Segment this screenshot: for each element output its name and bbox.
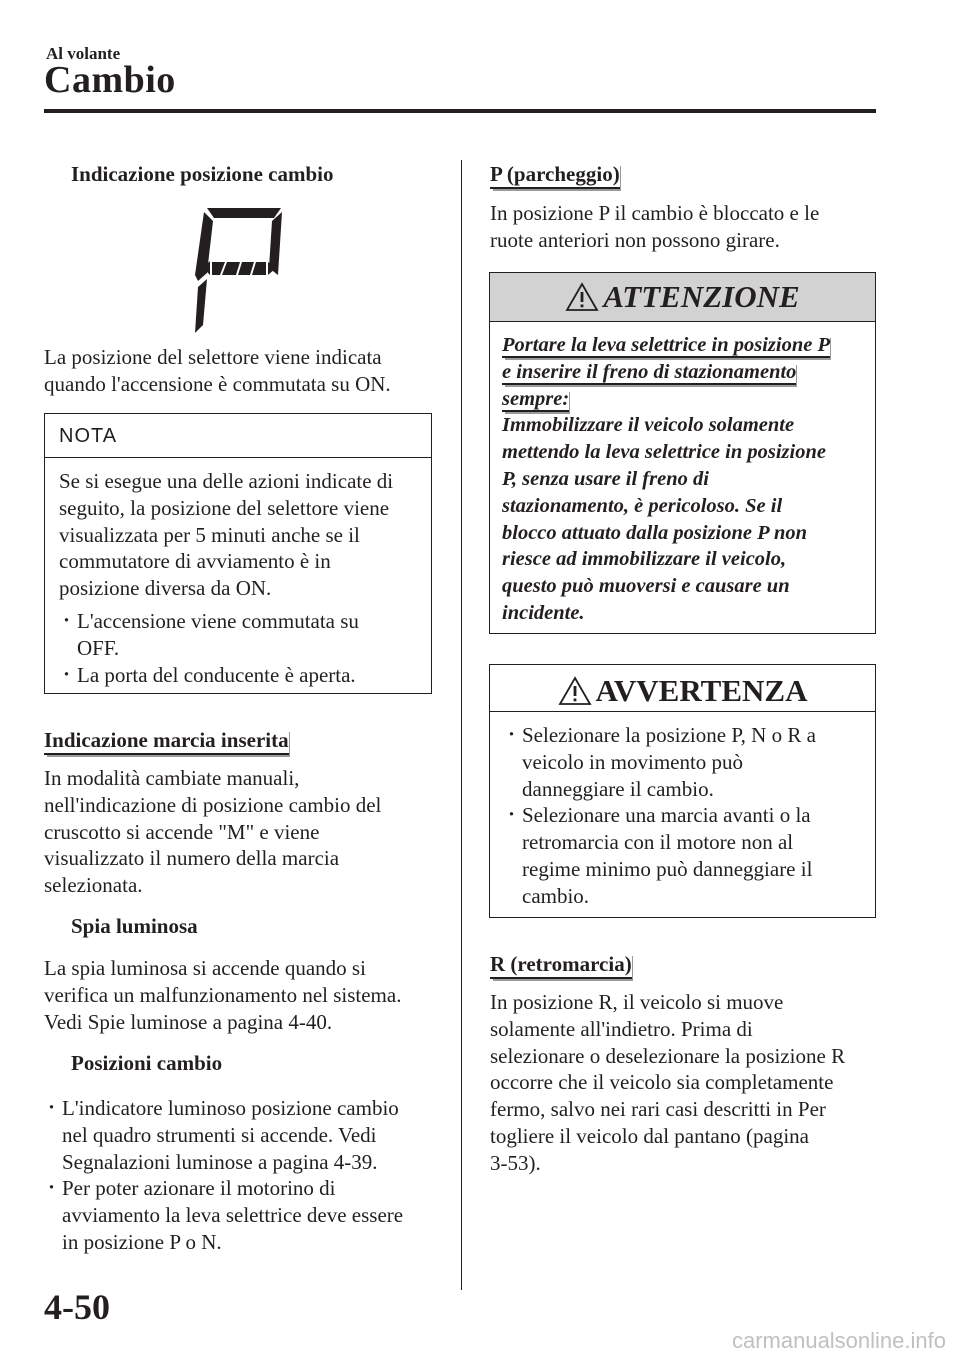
park-paragraph: In posizione P il cambio è bloccato e le ruote anteriori non possono girare. [490,201,820,252]
nota-line: Se si esegue una delle azioni indicate di [59,469,394,493]
nota-line: seguito, la posizione del selettore viene [59,495,390,520]
park-heading: P (parcheggio) [490,162,620,189]
reverse-paragraph: In posizione R, il veicolo si muove solamente all'indietro. Prima di selezionare o deselezionare la posizione R occorre che il veicolo sia completamente fermo, salvo nei rari casi descritti in Per togliere il veicolo dal pantano (pagina 3-53). [490,990,846,1175]
warning-triangle-icon [558,676,592,706]
gear-indicator-text-2: quando l'accensione è commutata su ON. [44,372,391,396]
nota-box [44,413,432,694]
nota-line: commutatore di avviamento è in [59,549,331,574]
segment-p-display-icon [190,205,286,337]
gear-indicator-heading: Indicazione posizione cambio [71,162,334,186]
gear-engaged-heading: Indicazione marcia inserita [44,728,289,755]
nota-bullet-list [59,608,417,688]
nota-title: NOTA [45,414,431,458]
attenzione-header [490,273,875,322]
attenzione-box [489,272,876,634]
avvertenza-bullet-list [504,722,861,910]
positions-bullet-list [44,1095,444,1256]
column-divider [461,160,462,1290]
attenzione-title: ATTENZIONE [603,279,800,314]
watermark: carmanualsonline.info [731,1328,946,1353]
positions-bullet: · Per poter azionare il motorino di avviamento la leva selettrice deve essere in posizione P o N. [44,1175,444,1255]
positions-bullet: · L'indicatore luminoso posizione cambio nel quadro strumenti si accende. Vedi Segnalazioni luminose a pagina 4-39. [44,1095,444,1175]
reverse-heading: R (retromarcia) [490,952,632,979]
attenzione-body: Portare la leva selettrice in posizione P e inserire il freno di stazionamento sempre: Immobilizzare il veicolo solamente mettendo la leva selettrice in posizione P, senza usare il freno di stazionamento, è pericoloso. Se il blocco attuato dalla posizione P non riesce ad immobilizzare il veicolo, questo può muoversi e causare un incidente. [502,334,830,624]
nota-line: posizione diversa da ON. [59,576,272,601]
nota-line: visualizzata per 5 minuti anche se il [59,522,360,547]
warning-triangle-icon [565,282,599,312]
gear-engaged-paragraph: In modalità cambiate manuali, nell'indicazione di posizione cambio del cruscotto si accende "M" e viene visualizzato il numero della marcia selezionata. [44,766,382,898]
nota-bullet: · L'accensione viene commutata su OFF. [59,608,417,662]
gear-indicator-text-1: La posizione del selettore viene indicata [44,345,382,369]
page-title: Cambio [44,59,176,101]
avvertenza-box [489,664,876,918]
avvertenza-title: AVVERTENZA [595,673,808,708]
nota-bullet: · La porta del conducente è aperta. [59,662,417,689]
title-rule [44,109,876,113]
avvertenza-bullet: · Selezionare una marcia avanti o la retromarcia con il motore non al regime minimo può danneggiare il cambio. [504,802,861,909]
positions-heading: Posizioni cambio [71,1051,223,1075]
section-label: Al volante [46,44,121,63]
avvertenza-bullet: · Selezionare la posizione P, N o R a veicolo in movimento può danneggiare il cambio. [504,722,861,802]
page-number: 4-50 [44,1287,110,1327]
avvertenza-body [490,712,875,910]
nota-body [45,458,431,688]
warning-light-paragraph: La spia luminosa si accende quando si verifica un malfunzionamento nel sistema. Vedi Spie luminose a pagina 4-40. [44,956,402,1034]
avvertenza-header [490,671,875,712]
warning-light-heading: Spia luminosa [71,914,198,938]
